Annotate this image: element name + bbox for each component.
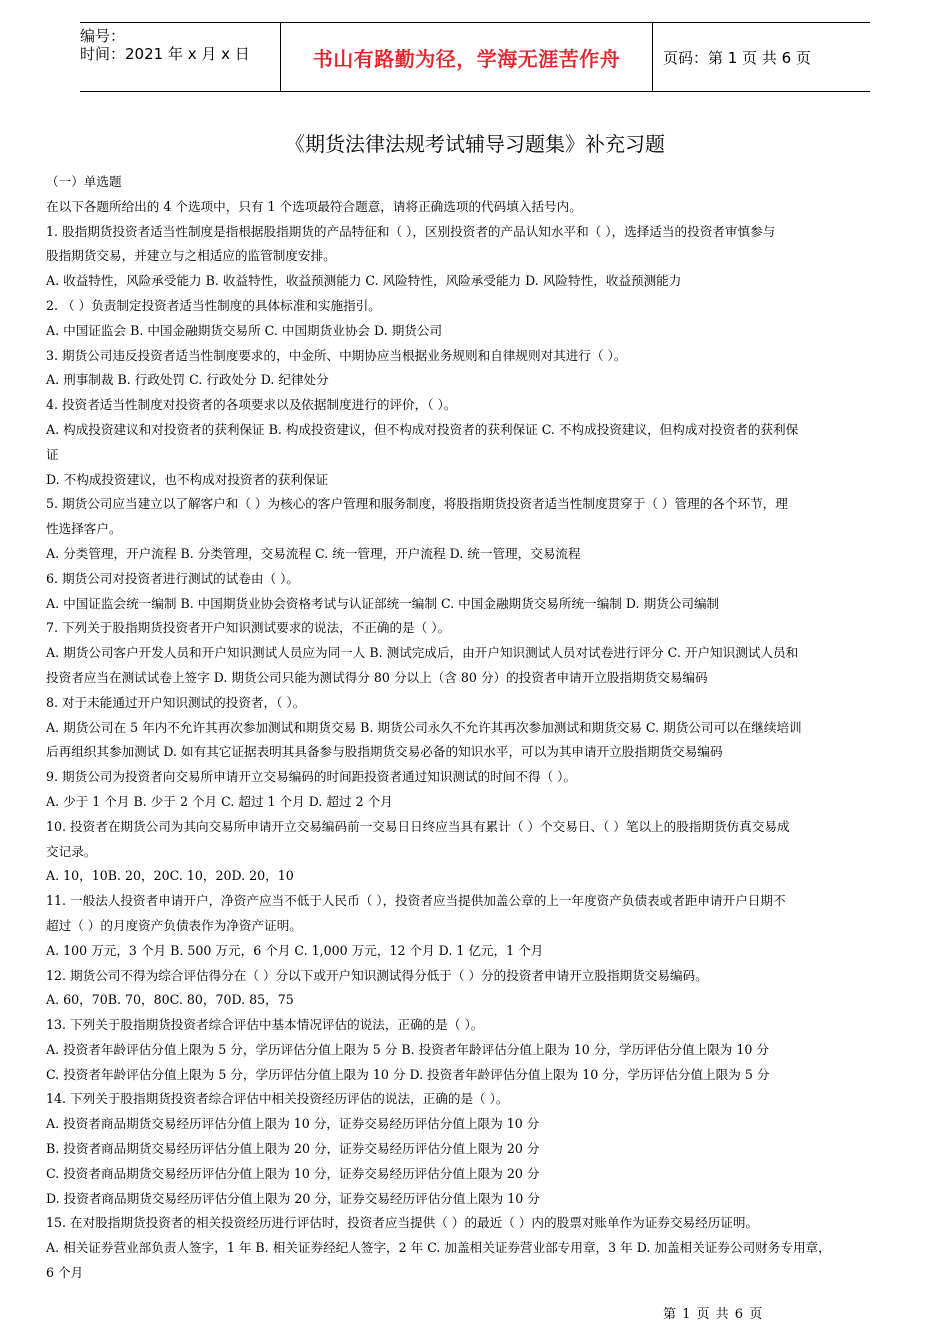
- question-line: 6. 期货公司对投资者进行测试的试卷由（ ）。: [46, 570, 300, 586]
- page-footer: 第 1 页 共 6 页: [663, 1307, 764, 1322]
- instructions: 在以下各题所给出的 4 个选项中，只有 1 个选项最符合题意，请将正确选项的代码填入括号内。: [46, 198, 582, 214]
- question-line: 投资者应当在测试试卷上签字 D. 期货公司只能为测试得分 80 分以上（含 80 分）的投资者申请开立股指期货交易编码: [46, 669, 708, 685]
- question-line: 超过（ ）的月度资产负债表作为净资产证明。: [46, 917, 302, 933]
- document-title: 《期货法律法规考试辅导习题集》补充习题: [285, 132, 665, 156]
- question-line: A. 期货公司在 5 年内不允许其再次参加测试和期货交易 B. 期货公司永久不允许其再次参加测试和期货交易 C. 期货公司可以在继续培训: [46, 719, 802, 735]
- question-line: A. 100 万元，3 个月 B. 500 万元，6 个月 C. 1,000 万元，12 个月 D. 1 亿元，1 个月: [46, 942, 544, 958]
- question-line: A. 中国证监会 B. 中国金融期货交易所 C. 中国期货业协会 D. 期货公司: [46, 322, 443, 338]
- question-body: [46, 170, 906, 1286]
- question-line: A. 60，70B. 70，80C. 80，70D. 85，75: [46, 992, 294, 1008]
- question-line: D. 投资者商品期货交易经历评估分值上限为 20 分，证券交易经历评估分值上限为 10 分: [46, 1190, 540, 1206]
- question-line: 7. 下列关于股指期货投资者开户知识测试要求的说法，不正确的是（ ）。: [46, 620, 451, 636]
- section-heading: （一）单选题: [46, 174, 122, 189]
- question-line: 14. 下列关于股指期货投资者综合评估中相关投资经历评估的说法，正确的是（ ）。: [46, 1091, 509, 1107]
- question-line: A. 10，10B. 20，20C. 10，20D. 20，10: [46, 868, 294, 884]
- question-line: 2. （ ）负责制定投资者适当性制度的具体标准和实施指引。: [46, 297, 381, 313]
- document-number-label: 编号：: [80, 27, 126, 45]
- question-line: 10. 投资者在期货公司为其向交易所申请开立交易编码前一交易日日终应当具有累计（ ）个交易日、（ ）笔以上的股指期货仿真交易成: [46, 818, 790, 834]
- question-line: C. 投资者商品期货交易经历评估分值上限为 10 分，证券交易经历评估分值上限为 20 分: [46, 1165, 540, 1181]
- header-meta: [80, 23, 281, 91]
- question-line: 11. 一般法人投资者申请开户，净资产应当不低于人民币（ ），投资者应当提供加盖公章的上一年度资产负债表或者距申请开户日期不: [46, 893, 786, 909]
- question-line: 9. 期货公司为投资者向交易所申请开立交易编码的时间距投资者通过知识测试的时间不得（ ）。: [46, 769, 577, 785]
- page-header: [80, 22, 870, 92]
- question-line: A. 收益特性，风险承受能力 B. 收益特性，收益预测能力 C. 风险特性，风险承受能力 D. 风险特性，收益预测能力: [46, 273, 682, 289]
- question-line: 性选择客户。: [46, 521, 122, 537]
- question-line: 12. 期货公司不得为综合评估得分在（ ）分以下或开户知识测试得分低于（ ）分的投资者申请开立股指期货交易编码。: [46, 967, 708, 983]
- question-line: A. 构成投资建议和对投资者的获利保证 B. 构成投资建议，但不构成对投资者的获利保证 C. 不构成投资建议，但构成对投资者的获利保: [46, 421, 799, 437]
- question-line: B. 投资者商品期货交易经历评估分值上限为 20 分，证券交易经历评估分值上限为 20 分: [46, 1141, 540, 1157]
- header-motto: 书山有路勤为径，学海无涯苦作舟: [281, 23, 653, 91]
- question-line: A. 投资者年龄评估分值上限为 5 分，学历评估分值上限为 5 分 B. 投资者年龄评估分值上限为 10 分，学历评估分值上限为 10 分: [46, 1041, 769, 1057]
- question-line: 6 个月: [46, 1265, 84, 1281]
- question-line: A. 刑事制裁 B. 行政处罚 C. 行政处分 D. 纪律处分: [46, 372, 329, 388]
- question-line: 13. 下列关于股指期货投资者综合评估中基本情况评估的说法，正确的是（ ）。: [46, 1017, 484, 1033]
- question-line: 5. 期货公司应当建立以了解客户和（ ）为核心的客户管理和服务制度，将股指期货投资者适当性制度贯穿于（ ）管理的各个环节，理: [46, 496, 788, 512]
- question-line: 3. 期货公司违反投资者适当性制度要求的，中金所、中期协应当根据业务规则和自律规则对其进行（ ）。: [46, 347, 627, 363]
- question-line: 8. 对于未能通过开户知识测试的投资者，（ ）。: [46, 694, 306, 710]
- question-line: 后再组织其参加测试 D. 如有其它证据表明其具备参与股指期货交易必备的知识水平，可以为其申请开立股指期货交易编码: [46, 744, 723, 760]
- document-time: 时间：2021 年 x 月 x 日: [80, 45, 250, 63]
- question-line: 股指期货交易，并建立与之相适应的监管制度安排。: [46, 248, 336, 264]
- question-line: A. 投资者商品期货交易经历评估分值上限为 10 分，证券交易经历评估分值上限为 10 分: [46, 1116, 540, 1132]
- question-line: 交记录。: [46, 843, 97, 859]
- question-line: D. 不构成投资建议，也不构成对投资者的获利保证: [46, 471, 329, 487]
- question-line: 4. 投资者适当性制度对投资者的各项要求以及依据制度进行的评价，（ ）。: [46, 397, 457, 413]
- header-page-info: 页码：第 1 页 共 6 页: [663, 48, 811, 67]
- question-line: C. 投资者年龄评估分值上限为 5 分，学历评估分值上限为 10 分 D. 投资者年龄评估分值上限为 10 分，学历评估分值上限为 5 分: [46, 1066, 770, 1082]
- question-line: 15. 在对股指期货投资者的相关投资经历进行评估时，投资者应当提供（ ）的最近（ ）内的股票对账单作为证券交易经历证明。: [46, 1215, 759, 1231]
- question-line: A. 少于 1 个月 B. 少于 2 个月 C. 超过 1 个月 D. 超过 2 个月: [46, 793, 393, 809]
- question-line: A. 分类管理，开户流程 B. 分类管理，交易流程 C. 统一管理，开户流程 D. 统一管理，交易流程: [46, 545, 581, 561]
- question-line: A. 相关证券营业部负责人签字，1 年 B. 相关证券经纪人签字，2 年 C. 加盖相关证券营业部专用章，3 年 D. 加盖相关证券公司财务专用章，: [46, 1240, 831, 1256]
- question-line: 1. 股指期货投资者适当性制度是指根据股指期货的产品特征和（ ），区别投资者的产品认知水平和（ ），选择适当的投资者审慎参与: [46, 223, 776, 239]
- question-line: A. 期货公司客户开发人员和开户知识测试人员应为同一人 B. 测试完成后，由开户知识测试人员对试卷进行评分 C. 开户知识测试人员和: [46, 645, 799, 661]
- question-line: A. 中国证监会统一编制 B. 中国期货业协会资格考试与认证部统一编制 C. 中国金融期货交易所统一编制 D. 期货公司编制: [46, 595, 720, 611]
- question-line: 证: [46, 446, 59, 462]
